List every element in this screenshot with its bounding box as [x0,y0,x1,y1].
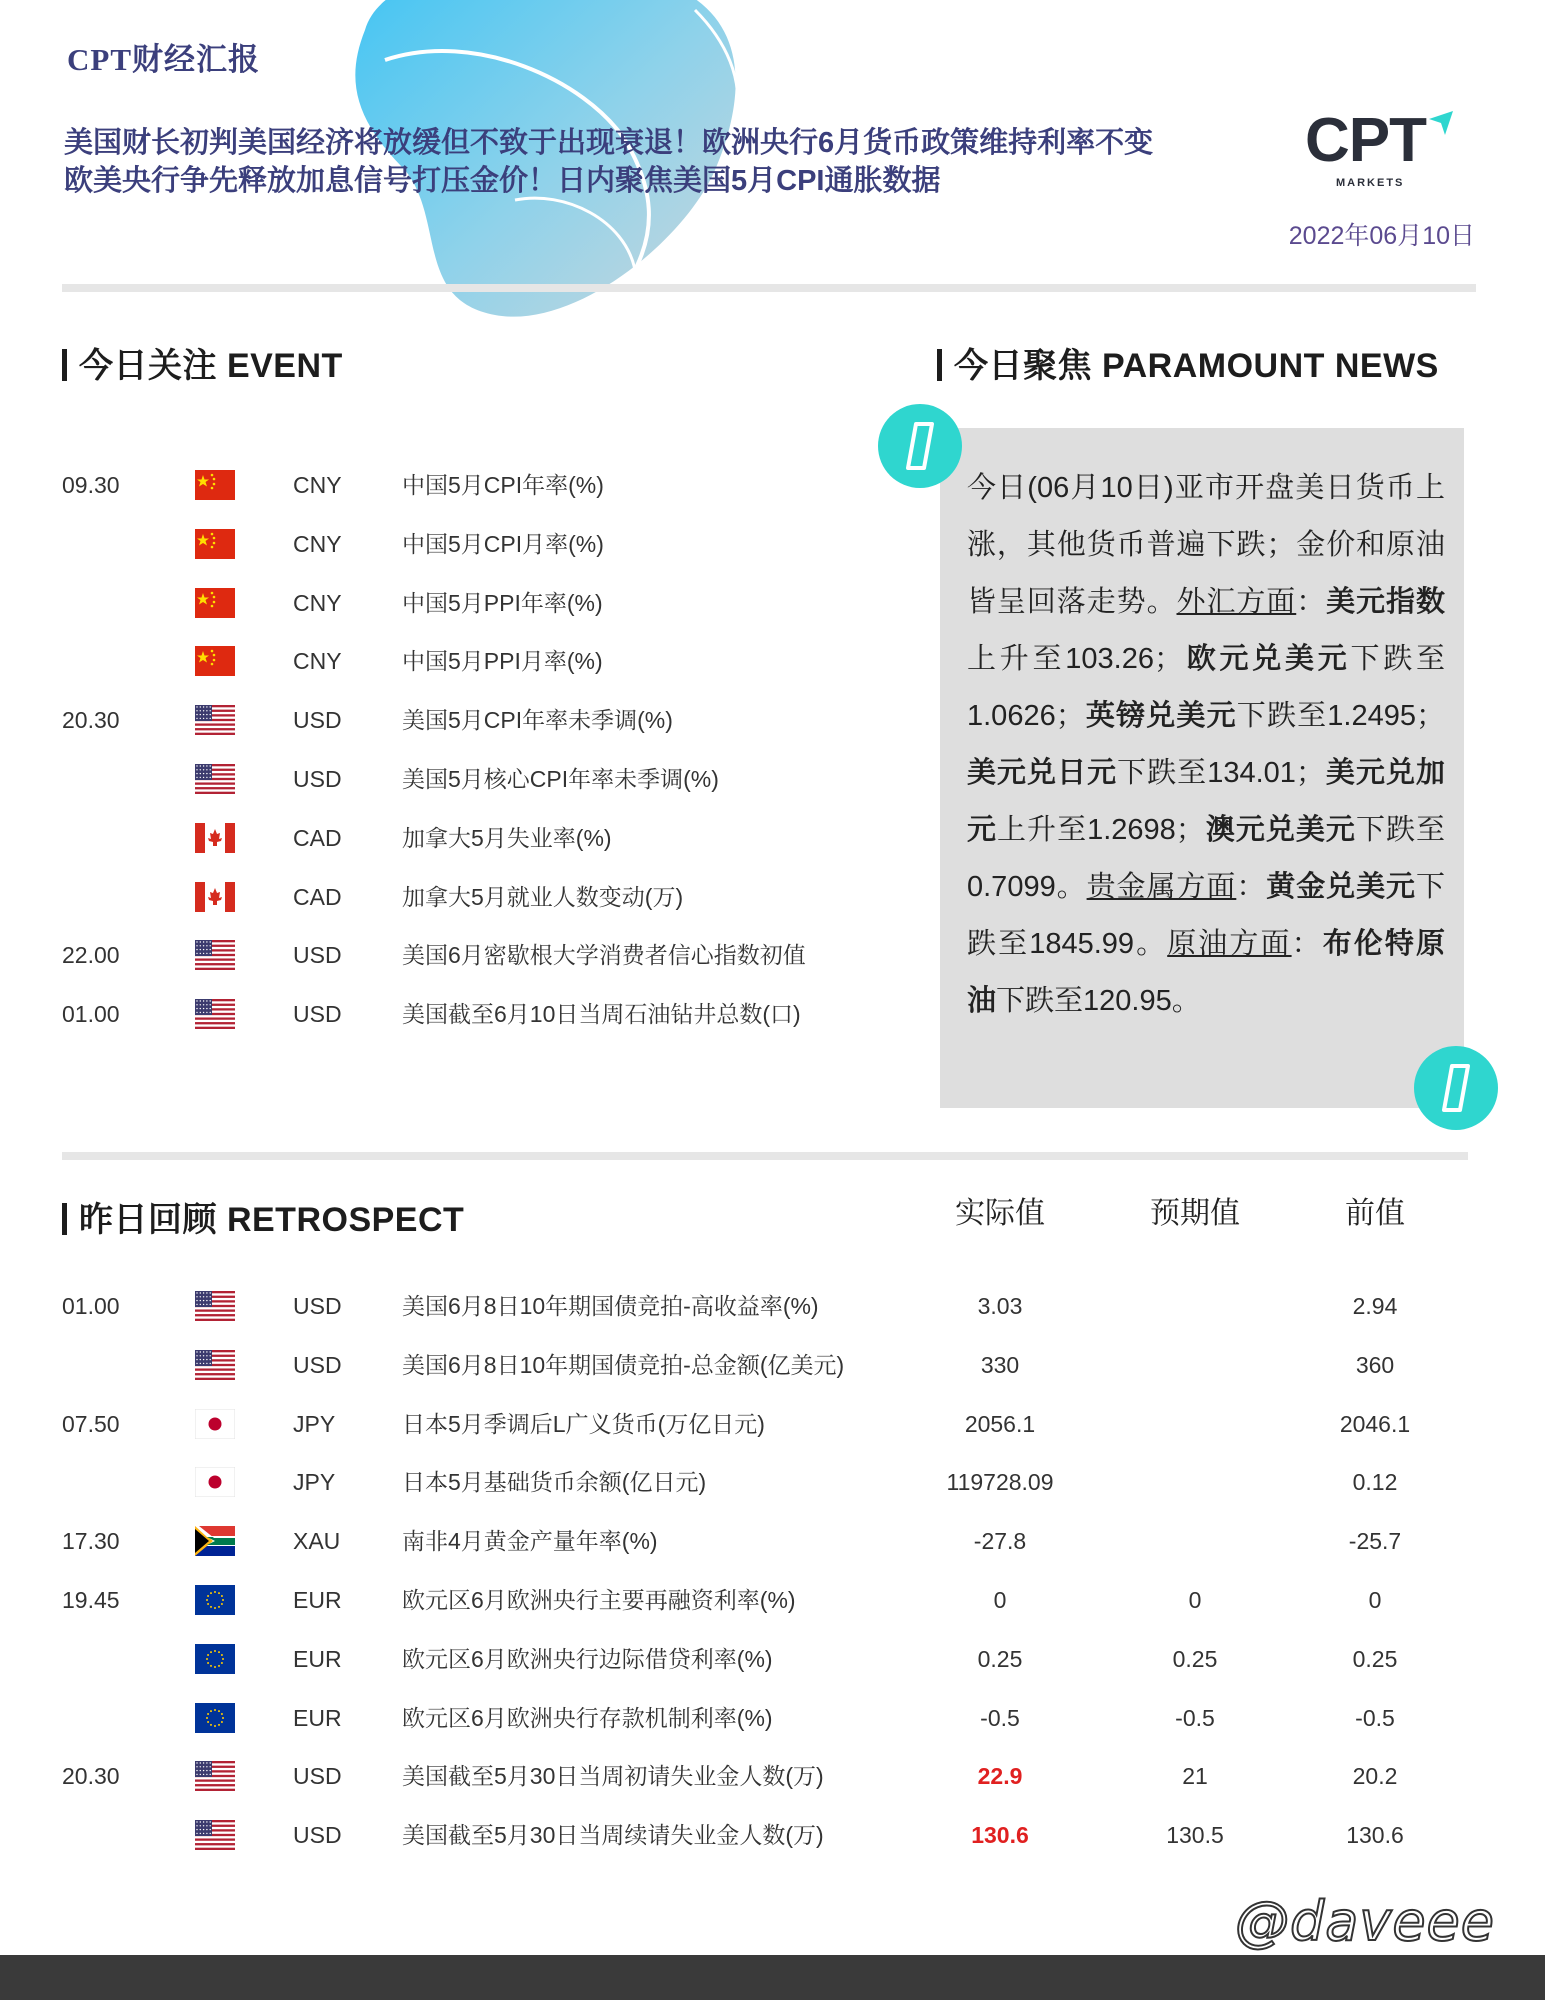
col-previous-header: 前值 [1345,1197,1405,1230]
row-event: 欧元区6月欧洲央行存款机制利率(%) [402,1704,773,1731]
flag-eu-icon [195,1644,235,1674]
row-time: 01.00 [62,1293,120,1319]
retro-row [0,1462,1545,1502]
news-emphasis: 澳元兑美元 [1204,814,1356,846]
row-event: 南非4月黄金产量年率(%) [402,1528,658,1555]
news-subheading: 外汇方面 [1176,586,1297,618]
news-text-run: 上升至1.2698； [997,814,1205,846]
news-emphasis: 美元兑加元 [967,757,1445,846]
row-currency: USD [293,942,342,969]
row-currency: JPY [293,1469,336,1496]
row-actual: 0 [993,1587,1007,1613]
badge-bottom [1414,1046,1498,1130]
row-time: 01.00 [62,1001,120,1028]
news-text-run: 下跌至1.0626； [967,643,1445,732]
row-time: 09.30 [62,472,120,498]
news-emphasis: 美元指数 [1326,586,1445,618]
news-emphasis: 布伦特原油 [967,928,1445,1017]
row-event: 加拿大5月失业率(%) [402,824,612,851]
cpt-logo [1305,105,1455,195]
news-text-run: 下跌至1.2495； [1236,700,1445,732]
headline-line-2: 欧美央行争先释放加息信号打压金价！日内聚焦美国5月CPI通胀数据 [64,165,941,197]
row-forecast: 130.5 [1166,1822,1224,1849]
flag-cn-icon [195,529,235,559]
news-paragraph [967,460,1445,1030]
retro-row [0,1756,1545,1796]
news-emphasis: 黄金兑美元 [1266,871,1416,903]
headline-line-1: 美国财长初判美国经济将放缓但不致于出现衰退！欧洲央行6月货币政策维持利率不变 [64,127,1154,159]
news-text-run: 下跌至120.95。 [996,985,1201,1017]
row-forecast: -0.5 [1175,1704,1215,1731]
news-text-run: ： [1296,586,1327,618]
row-forecast: 0.25 [1172,1645,1218,1672]
news-emphasis: 欧元兑美元 [1182,643,1351,675]
flag-jp-icon [195,1467,235,1497]
row-currency: CNY [293,648,342,675]
row-event: 中国5月PPI月率(%) [402,648,603,675]
row-currency: USD [293,1763,342,1790]
bottom-bar [0,1955,1545,2000]
headline [64,124,1264,200]
row-actual: 119728.09 [946,1469,1054,1496]
flag-ca-icon [195,823,235,853]
news-text-run: 下跌至134.01； [1117,757,1325,789]
row-previous: -25.7 [1348,1528,1402,1555]
news-emphasis: 英镑兑美元 [1084,700,1237,732]
row-previous: -0.5 [1355,1704,1395,1731]
row-time: 19.45 [62,1587,120,1613]
flag-us-icon [195,764,235,794]
flag-cn-icon [195,646,235,676]
row-forecast: 21 [1182,1763,1208,1790]
news-text-run: 上升至103.26； [967,643,1183,675]
row-actual: 0.25 [977,1645,1023,1672]
news-section-title: 今日聚焦 PARAMOUNT NEWS [937,338,1439,387]
retro-row [0,1404,1545,1444]
row-actual: 2056.1 [964,1410,1036,1437]
flag-za-icon [195,1526,235,1556]
row-event: 美国6月8日10年期国债竞拍-高收益率(%) [402,1293,819,1319]
slash-icon [1440,1064,1472,1112]
retro-section-title: 昨日回顾 RETROSPECT [62,1192,464,1241]
row-currency: CNY [293,530,342,557]
flag-us-icon [195,1350,235,1380]
row-actual: 330 [980,1351,1020,1378]
retro-row [0,1639,1545,1679]
row-previous: 0 [1368,1587,1382,1613]
flag-cn-icon [195,588,235,618]
row-event: 美国5月核心CPI年率未季调(%) [402,766,719,792]
row-event: 美国6月8日10年期国债竞拍-总金额(亿美元) [402,1351,845,1378]
flag-us-icon [195,1761,235,1791]
row-previous: 0.12 [1352,1469,1398,1496]
news-text-run: ： [1291,928,1323,960]
row-event: 美国5月CPI年率未季调(%) [402,707,673,734]
row-currency: EUR [293,1645,342,1672]
top-divider [62,284,1476,292]
flag-us-icon [195,940,235,970]
flag-ca-icon [195,882,235,912]
flag-eu-icon [195,1703,235,1733]
row-time: 22.00 [62,942,120,969]
brand-title: CPT财经汇报 [67,42,260,77]
row-previous: 20.2 [1352,1763,1398,1790]
middle-divider [62,1152,1468,1160]
news-text-run: 下跌至0.7099。 [967,814,1445,903]
row-currency: USD [293,1351,342,1378]
row-event: 中国5月PPI年率(%) [402,589,603,616]
row-event: 欧元区6月欧洲央行边际借贷利率(%) [402,1645,773,1672]
row-previous: 2046.1 [1339,1410,1411,1437]
row-event: 美国截至5月30日当周初请失业金人数(万) [402,1763,824,1790]
news-text-run: 下跌至1845.99。 [967,871,1445,960]
row-event: 中国5月CPI年率(%) [402,472,604,498]
title-bar [937,349,942,381]
row-forecast: 0 [1188,1587,1202,1613]
row-currency: USD [293,1822,342,1849]
watermark: @daveee [1235,1890,1495,1953]
retro-row [0,1521,1545,1561]
row-time: 20.30 [62,1763,120,1790]
row-actual: -0.5 [980,1704,1020,1731]
retro-row [0,1815,1545,1855]
row-previous: 360 [1355,1351,1395,1378]
logo-arrow-icon [1427,109,1455,137]
row-time: 07.50 [62,1410,120,1437]
row-previous: 2.94 [1352,1293,1398,1319]
flag-jp-icon [195,1409,235,1439]
news-subheading: 原油方面 [1167,928,1292,960]
row-event: 美国6月密歇根大学消费者信心指数初值 [402,942,806,969]
row-event: 美国截至5月30日当周续请失业金人数(万) [402,1822,824,1849]
row-actual: 3.03 [977,1293,1023,1319]
row-event: 日本5月季调后L广义货币(万亿日元) [402,1410,765,1437]
report-date: 2022年06月10日 [1288,222,1475,250]
row-event: 美国截至6月10日当周石油钻井总数(口) [402,1001,801,1028]
flag-us-icon [195,1291,235,1321]
row-currency: CNY [293,472,342,498]
flag-cn-icon [195,470,235,500]
row-currency: USD [293,766,342,792]
slash-icon [904,422,936,470]
flag-us-icon [195,705,235,735]
news-text-run: 今日(06月10日)亚市开盘美日货币上涨，其他货币普遍下跌；金价和原油皆呈回落走势。 [967,472,1445,618]
news-text-run: ： [1236,871,1267,903]
logo-text: CPT [1305,106,1426,175]
row-previous: 0.25 [1352,1645,1398,1672]
row-currency: USD [293,1001,342,1028]
flag-us-icon [195,1820,235,1850]
row-event: 欧元区6月欧洲央行主要再融资利率(%) [402,1587,796,1613]
event-section-title: 今日关注 EVENT [62,338,343,387]
flag-us-icon [195,999,235,1029]
row-event: 中国5月CPI月率(%) [402,530,604,557]
row-currency: CNY [293,589,342,616]
retro-row [0,1345,1545,1385]
row-previous: 130.6 [1346,1822,1404,1849]
row-event: 日本5月基础货币余额(亿日元) [402,1469,707,1496]
row-currency: CAD [293,883,342,910]
retro-row [0,1580,1545,1620]
row-event: 加拿大5月就业人数变动(万) [402,883,684,910]
badge-top [878,404,962,488]
row-currency: USD [293,707,342,734]
title-bar [62,349,67,381]
row-currency: XAU [293,1528,341,1555]
logo-subtext: MARKETS [1336,177,1405,189]
news-subheading: 贵金属方面 [1086,871,1237,903]
row-actual: 130.6 [971,1822,1029,1849]
row-currency: USD [293,1293,342,1319]
flag-eu-icon [195,1585,235,1615]
news-emphasis: 美元兑日元 [967,757,1118,789]
row-time: 20.30 [62,707,120,734]
col-forecast-header: 预期值 [1150,1197,1240,1230]
retro-row [0,1286,1545,1326]
row-time: 17.30 [62,1528,120,1555]
col-actual-header: 实际值 [955,1197,1045,1230]
row-currency: EUR [293,1587,342,1613]
row-actual: -27.8 [973,1528,1027,1555]
retro-row [0,1698,1545,1738]
row-currency: JPY [293,1410,336,1437]
row-actual: 22.9 [977,1763,1023,1790]
row-currency: EUR [293,1704,342,1731]
row-currency: CAD [293,824,342,851]
title-bar [62,1203,67,1235]
